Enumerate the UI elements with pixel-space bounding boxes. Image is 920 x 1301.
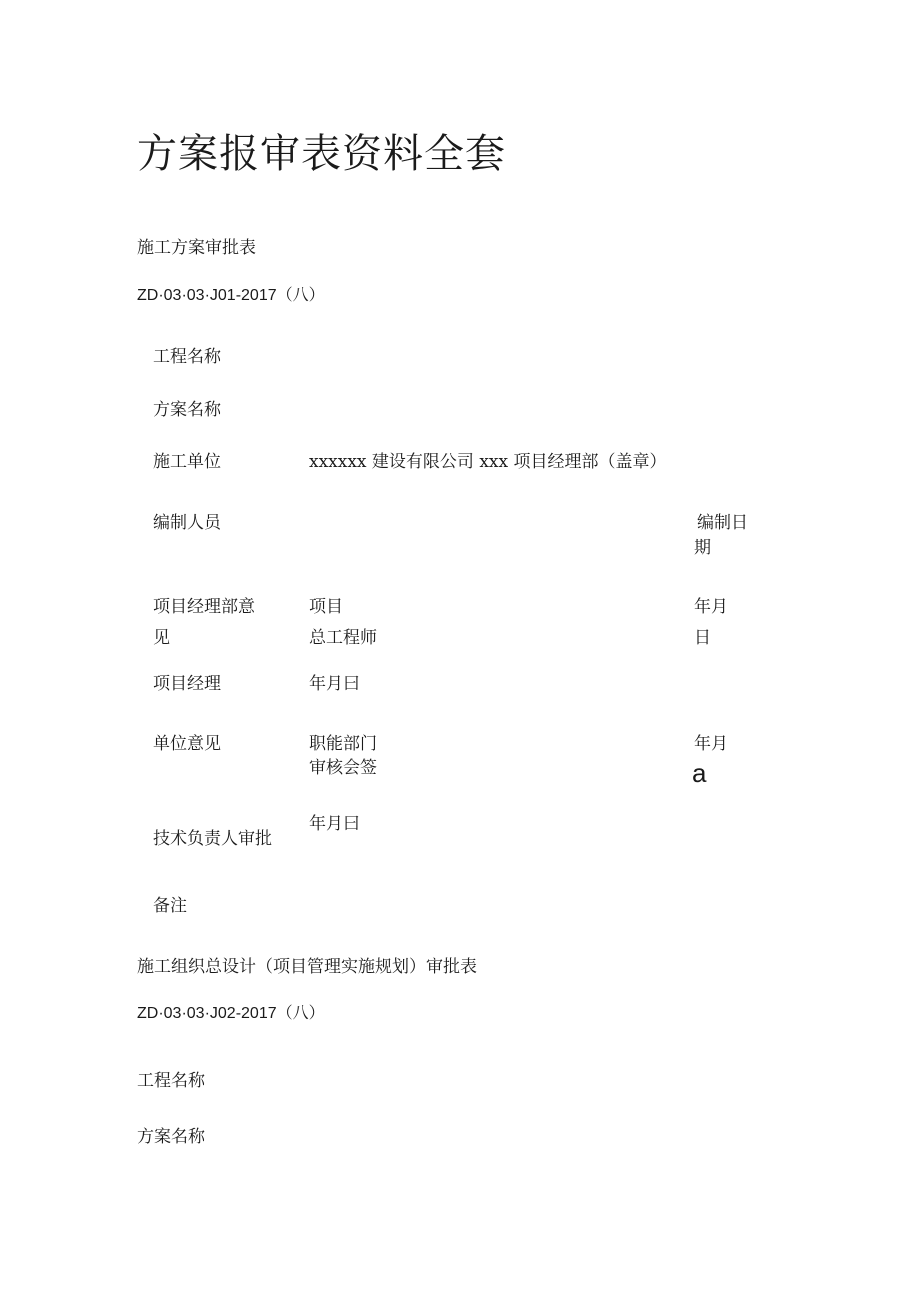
date-label-1-line2: 日 [694,628,711,648]
date-label-2-line2: a [692,758,707,788]
pm-opinion-label-line1: 项目经理部意 [153,597,255,617]
tech-approval-label: 技术负责人审批 [153,829,272,849]
chief-engineer-label-line2: 总工程师 [309,628,377,648]
remarks-label: 备注 [153,896,187,916]
form1-heading: 施工方案审批表 [137,238,256,258]
dept-review-line1: 职能部门 [309,734,377,754]
form2-heading: 施工组织总设计（项目管理实施规划）审批表 [137,957,477,977]
date-label-2-line1: 年月 [694,734,728,754]
form2-code: ZD·03·03·J02-2017（八） [137,1005,325,1022]
chief-engineer-label-line1: 项目 [309,597,343,617]
form2-project-name-label: 工程名称 [137,1071,205,1091]
scheme-name-label: 方案名称 [153,400,221,420]
tech-approval-date: 年月曰 [309,814,360,834]
construction-unit-value: xxxxxx 建设有限公司 xxx 项目经理部（盖章） [309,452,667,472]
compile-date-label-line1: 编制日 [697,513,748,533]
construction-unit-label: 施工单位 [153,452,221,472]
project-manager-date: 年月曰 [309,674,360,694]
compiler-label: 编制人员 [153,513,221,533]
project-name-label: 工程名称 [153,347,221,367]
unit-opinion-label: 单位意见 [153,734,221,754]
document-title: 方案报审表资料全套 [137,131,506,177]
pm-opinion-label-line2: 见 [153,628,170,648]
date-label-1-line1: 年月 [694,597,728,617]
compile-date-label-line2: 期 [694,538,711,558]
dept-review-line2: 审核会签 [309,758,377,778]
project-manager-label: 项目经理 [153,674,221,694]
form1-code: ZD·03·03·J01-2017（八） [137,287,325,304]
form2-scheme-name-label: 方案名称 [137,1127,205,1147]
